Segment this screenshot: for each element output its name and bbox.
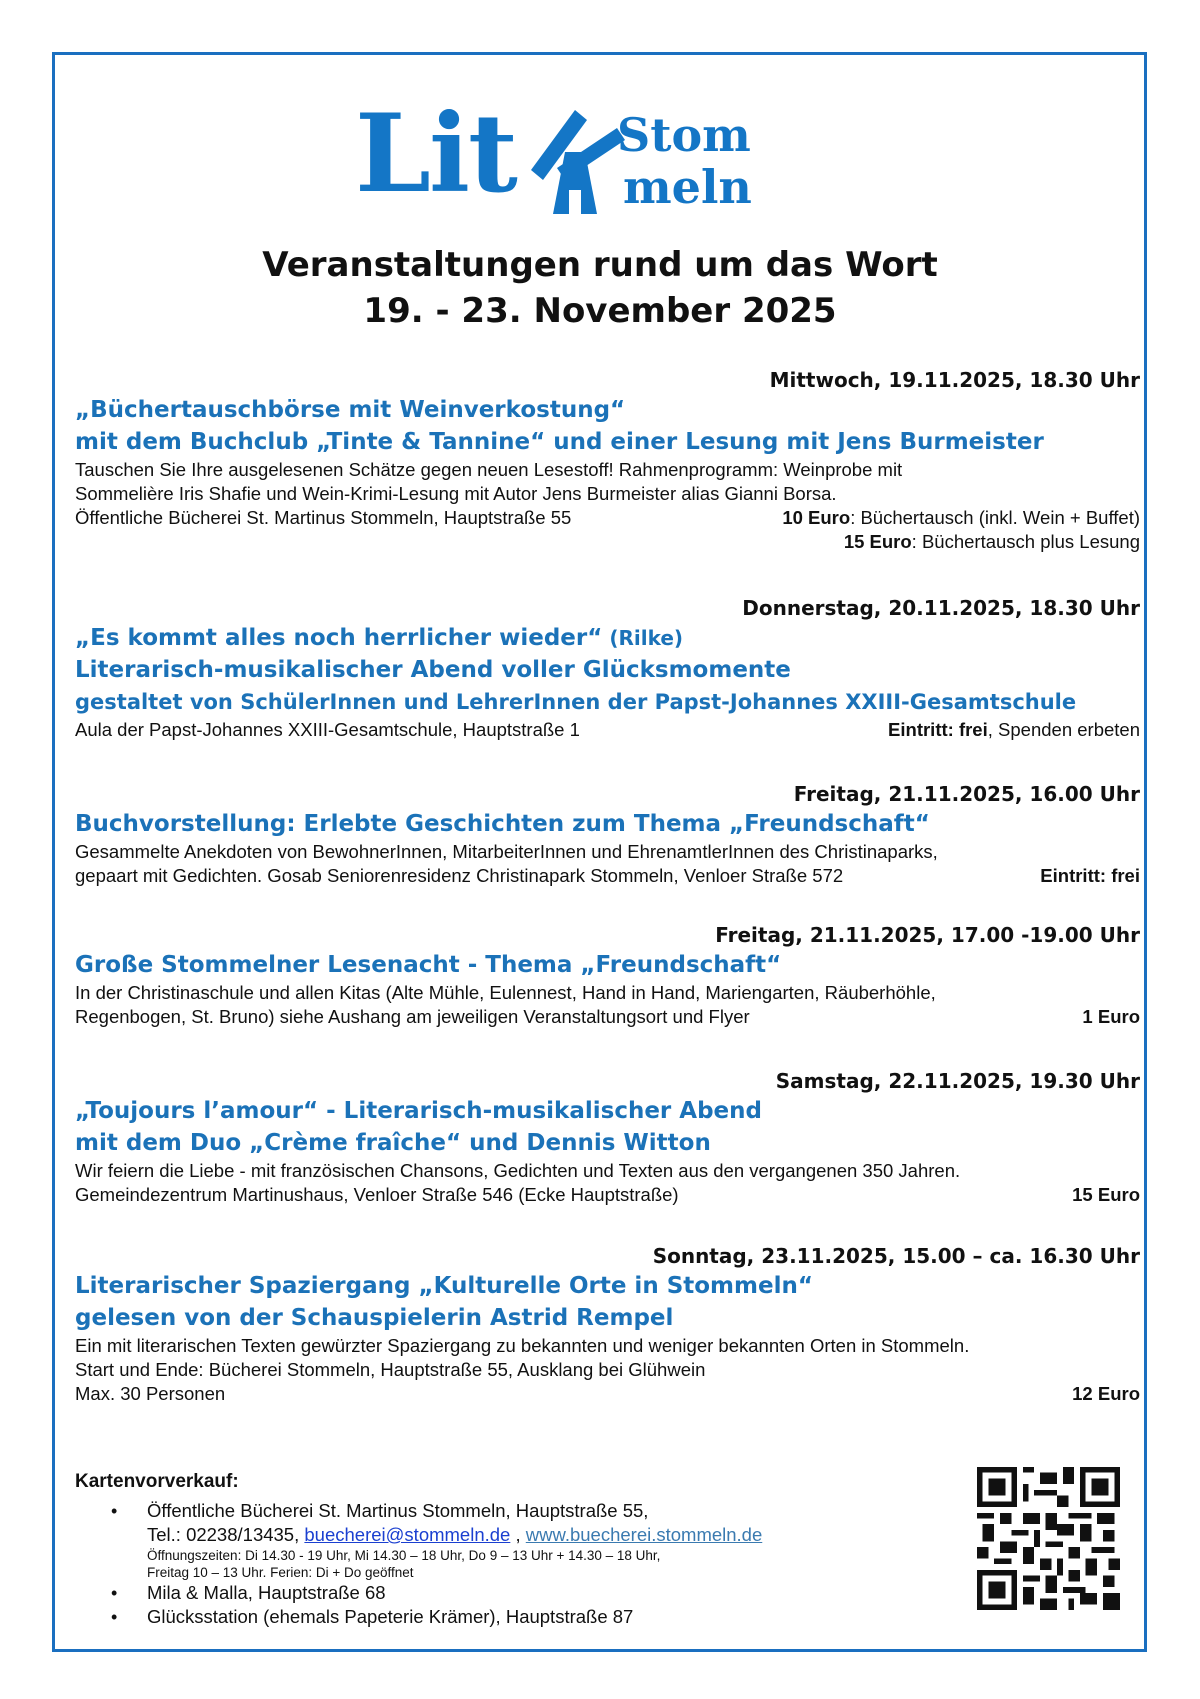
event-description: In der Christinaschule und allen Kitas (Alte Mühle, Eulennest, Hand in Hand, Mariengarten, Räuberhöhle, [75,982,936,1003]
event-price-note: : Büchertausch plus Lesung [911,531,1140,552]
event-date: Freitag, 21.11.2025, 16.00 Uhr [793,782,1140,806]
event-location-row [75,506,1140,530]
event-location-row [75,1382,1140,1406]
event-headline-author: (Rilke) [602,626,684,650]
list-item [147,1499,875,1581]
logo-stom-text: Stom [617,108,751,162]
event-headline: Literarischer Spaziergang „Kulturelle Orte in Stommeln“ [75,1273,813,1299]
event-date: Mittwoch, 19.11.2025, 18.30 Uhr [769,368,1140,392]
event-4 [75,921,1140,1029]
list-item: • Mila & Malla, Hauptstraße 68 [147,1581,875,1605]
event-price-note: , Spenden erbeten [987,719,1140,740]
event-headline: gestaltet von SchülerInnen und LehrerInnen der Papst-Johannes XXIII-Gesamtschule [75,690,1077,714]
page-title: Veranstaltungen rund um das Wort [262,245,938,285]
website-link[interactable]: www.buecherei.stommeln.de [525,1524,763,1545]
event-headline: „Es kommt alles noch herrlicher wieder“ [75,625,603,651]
event-description: Ein mit literarischen Texten gewürzter Spaziergang zu bekannten und weniger bekannten Orten in Stommeln. [75,1335,970,1356]
event-price: 1 Euro [1082,1006,1140,1027]
event-description: Max. 30 Personen [75,1383,226,1404]
logo-lit-text: Lit [355,91,516,217]
event-date: Samstag, 22.11.2025, 19.30 Uhr [775,1069,1140,1093]
event-location-row [75,1005,1140,1029]
link-separator: , [510,1524,526,1545]
event-description: Tauschen Sie Ihre ausgelesenen Schätze gegen neuen Lesestoff! Rahmenprogramm: Weinprobe mit [75,459,903,480]
event-price: 10 Euro [782,507,851,528]
event-headline: Literarisch-musikalischer Abend voller Glücksmomente [75,657,791,683]
ticket-presale-list [75,1499,875,1629]
event-description: gepaart mit Gedichten. Gosab Seniorenresidenz Christinapark Stommeln, Venloer Straße 572 [75,865,844,886]
opening-hours: Öffnungszeiten: Di 14.30 - 19 Uhr, Mi 14.30 – 18 Uhr, Do 9 – 13 Uhr + 14.30 – 18 Uhr, [147,1548,661,1563]
ticket-presale-section [75,1469,875,1629]
ticket-presale-heading: Kartenvorverkauf: [75,1471,239,1492]
email-link[interactable]: buecherei@stommeln.de [304,1524,511,1545]
presale-phone: Tel.: 02238/13435, [147,1524,305,1545]
event-5 [75,1067,1140,1207]
event-date: Sonntag, 23.11.2025, 15.00 – ca. 16.30 Uhr [652,1244,1140,1268]
opening-hours: Freitag 10 – 13 Uhr. Ferien: Di + Do geöffnet [147,1565,414,1580]
event-2 [75,594,1140,742]
event-location: Gemeindezentrum Martinushaus, Venloer Straße 546 (Ecke Hauptstraße) [75,1184,679,1205]
event-description: Wir feiern die Liebe - mit französischen Chansons, Gedichten und Texten aus den vergangenen 350 Jahren. [75,1160,961,1181]
event-headline: Buchvorstellung: Erlebte Geschichten zum Thema „Freundschaft“ [75,811,930,837]
windmill-icon [525,110,625,220]
event-3 [75,780,1140,888]
event-description: Sommelière Iris Shafie und Wein-Krimi-Lesung mit Autor Jens Burmeister alias Gianni Borsa. [75,483,837,504]
event-6 [75,1242,1140,1406]
logo-meln-text: meln [623,160,752,214]
event-location: Öffentliche Bücherei St. Martinus Stommeln, Hauptstraße 55 [75,507,572,528]
event-location-row [75,1183,1140,1207]
event-price-row [75,530,1140,554]
event-location-row [75,718,1140,742]
page-subtitle-dates: 19. - 23. November 2025 [363,291,837,331]
event-description: Gesammelte Anekdoten von BewohnerInnen, MitarbeiterInnen und EhrenamtlerInnen des Christinaparks, [75,841,938,862]
event-headline: mit dem Buchclub „Tinte & Tannine“ und einer Lesung mit Jens Burmeister [75,429,1044,455]
event-location: Aula der Papst-Johannes XXIII-Gesamtschule, Hauptstraße 1 [75,719,580,740]
event-price: 15 Euro [843,531,912,552]
event-headline: Große Stommelner Lesenacht - Thema „Freundschaft“ [75,952,782,978]
event-date: Freitag, 21.11.2025, 17.00 -19.00 Uhr [715,923,1140,947]
qr-code-icon[interactable] [977,1467,1120,1610]
event-description: Regenbogen, St. Bruno) siehe Aushang am jeweiligen Veranstaltungsort und Flyer [75,1006,750,1027]
presale-location: • Öffentliche Bücherei St. Martinus Stommeln, Hauptstraße 55, [147,1500,649,1521]
event-location-row [75,864,1140,888]
event-description: Start und Ende: Bücherei Stommeln, Hauptstraße 55, Ausklang bei Glühwein [75,1359,706,1380]
event-price: 15 Euro [1072,1184,1140,1205]
event-price: 12 Euro [1072,1383,1140,1404]
event-1 [75,366,1140,554]
list-item: • Glücksstation (ehemals Papeterie Krämer), Hauptstraße 87 [147,1605,875,1629]
event-headline: mit dem Duo „Crème fraîche“ und Dennis Witton [75,1130,711,1156]
event-price: Eintritt: frei [1040,865,1140,886]
event-headline: „Büchertauschbörse mit Weinverkostung“ [75,397,626,423]
event-headline: „Toujours l’amour“ - Literarisch-musikalischer Abend [75,1098,762,1124]
litstommeln-logo [355,91,785,218]
event-date: Donnerstag, 20.11.2025, 18.30 Uhr [742,596,1140,620]
event-headline: gelesen von der Schauspielerin Astrid Rempel [75,1305,674,1331]
event-price: Eintritt: frei [888,719,988,740]
event-price-note: : Büchertausch (inkl. Wein + Buffet) [850,507,1140,528]
